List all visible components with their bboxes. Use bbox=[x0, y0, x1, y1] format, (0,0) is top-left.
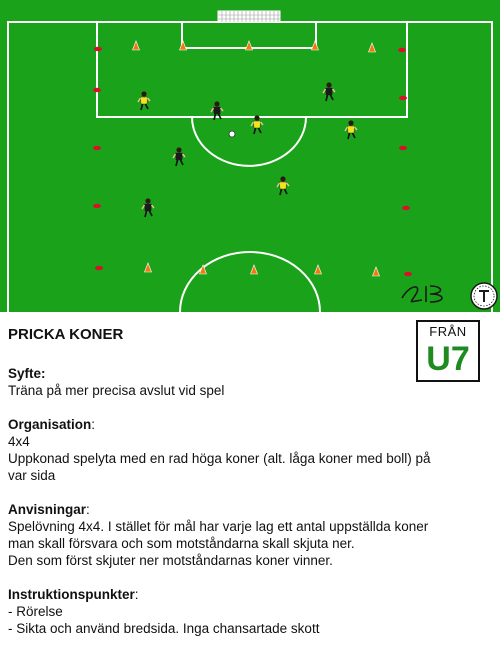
anvisningar-colon: : bbox=[86, 502, 90, 517]
organisation-colon: : bbox=[91, 417, 96, 432]
flat-marker-icon bbox=[399, 146, 407, 150]
instruktionspunkter-line: - Sikta och använd bredsida. Inga chansartade skott bbox=[8, 621, 320, 636]
anvisningar-line: Spelövning 4x4. I stället för mål har varje lag ett antal uppställda koner bbox=[8, 519, 429, 534]
flat-marker-icon bbox=[93, 204, 101, 208]
pitch-svg bbox=[0, 0, 500, 312]
organisation-line: 4x4 bbox=[8, 434, 30, 449]
goal-net bbox=[218, 11, 280, 22]
flat-marker-icon bbox=[404, 272, 412, 276]
badge-from-label: FRÅN bbox=[429, 324, 467, 339]
flat-marker-icon bbox=[402, 206, 410, 210]
flat-marker-icon bbox=[94, 47, 102, 51]
syfte-line: Träna på mer precisa avslut vid spel bbox=[8, 383, 225, 398]
organisation-line: var sida bbox=[8, 468, 56, 483]
instruktionspunkter-heading: Instruktionspunkter bbox=[8, 587, 135, 602]
flat-marker-icon bbox=[93, 88, 101, 92]
section-instruktionspunkter bbox=[8, 586, 488, 637]
flat-marker-icon bbox=[399, 96, 407, 100]
section-organisation bbox=[8, 416, 488, 484]
organisation-line: Uppkonad spelyta med en rad höga koner (alt. låga koner med boll) på bbox=[8, 451, 431, 466]
syfte-heading: Syfte: bbox=[8, 366, 46, 381]
flat-marker-icon bbox=[398, 48, 406, 52]
club-crest-icon bbox=[471, 283, 497, 309]
anvisningar-line: Den som först skjuter ner motståndarnas koner vinner. bbox=[8, 553, 333, 568]
instruktionspunkter-colon: : bbox=[134, 587, 139, 602]
anvisningar-heading: Anvisningar bbox=[8, 502, 87, 517]
section-syfte bbox=[8, 365, 488, 399]
flat-marker-icon bbox=[93, 146, 101, 150]
section-anvisningar bbox=[8, 501, 488, 569]
organisation-heading: Organisation bbox=[8, 417, 92, 432]
anvisningar-line: man skall försvara och som motståndarna skall skjuta ner. bbox=[8, 536, 355, 551]
badge-level: U7 bbox=[426, 340, 470, 378]
exercise-description bbox=[8, 322, 488, 654]
pitch-diagram bbox=[0, 0, 500, 312]
exercise-title: PRICKA KONER bbox=[8, 326, 124, 343]
flat-marker-icon bbox=[95, 266, 103, 270]
ball bbox=[229, 131, 235, 137]
instruktionspunkter-line: - Rörelse bbox=[8, 604, 63, 619]
